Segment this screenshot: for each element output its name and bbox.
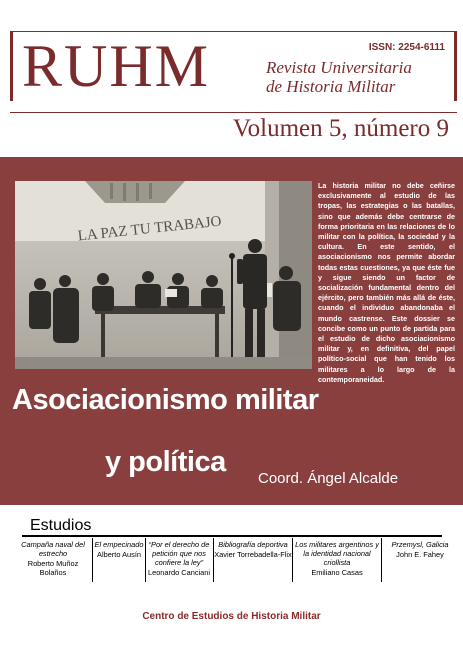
study-author: Alberto Ausín xyxy=(97,550,141,559)
study-item xyxy=(14,540,92,582)
dossier-band xyxy=(0,157,463,505)
study-title: El empecinado xyxy=(94,540,144,549)
journal-subtitle-line2: de Historia Militar xyxy=(266,77,396,96)
dossier-title-line1: Asociacionismo militar xyxy=(12,384,319,416)
study-author: Xavier Torrebadella-Flix xyxy=(214,550,292,559)
study-author: Leonardo Canciani xyxy=(147,568,211,577)
journal-subtitle-line1: Revista Universitaria xyxy=(266,58,412,77)
study-title: Campaña naval del estrecho xyxy=(21,540,85,558)
study-separator xyxy=(292,538,293,582)
study-title: Bibliografía deportiva xyxy=(218,540,288,549)
study-item xyxy=(384,540,456,582)
study-author: Roberto Muñoz Bolaños xyxy=(27,559,79,577)
publisher-name: Centro de Estudios de Historia Militar xyxy=(142,611,321,622)
masthead-bottom-rule xyxy=(10,112,457,113)
journal-subtitle xyxy=(266,58,456,96)
issn-label: ISSN: 2254-6111 xyxy=(368,42,445,53)
journal-logo: RUHM xyxy=(22,33,211,99)
masthead-left-bar xyxy=(10,31,13,101)
study-item xyxy=(93,540,145,582)
study-title: “Por el derecho de petición que nos confiere la ley” xyxy=(148,540,210,567)
study-author: John E. Fahey xyxy=(396,550,444,559)
study-title: Los militares argentinos y la identidad nacional criollista xyxy=(295,540,379,567)
studies-heading: Estudios xyxy=(30,517,92,534)
study-title: Przemysl, Galicia xyxy=(391,540,449,549)
dossier-coordinator: Coord. Ángel Alcalde xyxy=(258,470,399,487)
study-item xyxy=(294,540,380,582)
study-separator xyxy=(381,538,382,582)
masthead-top-rule xyxy=(10,31,457,32)
studies-rule xyxy=(22,535,442,537)
cover-photo-drawing xyxy=(15,181,312,369)
dossier-title-line2: y política xyxy=(105,446,226,478)
cover-photo xyxy=(15,181,312,369)
dossier-abstract: La historia militar no debe ceñirse exclusivamente al estudio de las tropas, las estrategias o las batallas, sino que además debe centrarse de forma prioritaria en las relaciones de lo militar con la política, la sociedad y la cultura. En este sentido, el asociacionismo nos permite abordar todas estas cuestiones, ya que éste fue y sigue siendo un factor de socialización fundamental dentro del ejército, pero también más allá de éste, cuando el individuo abandonaba el mundo castrense. Este dossier se concibe como un punto de partida para el estudio de dicho asociacionismo militar y, en definitiva, del papel político-social que han tenido los militares a lo largo de la contemporaneidad. xyxy=(318,181,455,384)
study-item xyxy=(146,540,212,582)
study-author: Emiliano Casas xyxy=(311,568,363,577)
photo-banner-text: LA PAZ TU TRABAJO xyxy=(76,213,223,245)
volume-number: Volumen 5, número 9 xyxy=(232,115,449,142)
study-item xyxy=(214,540,292,582)
